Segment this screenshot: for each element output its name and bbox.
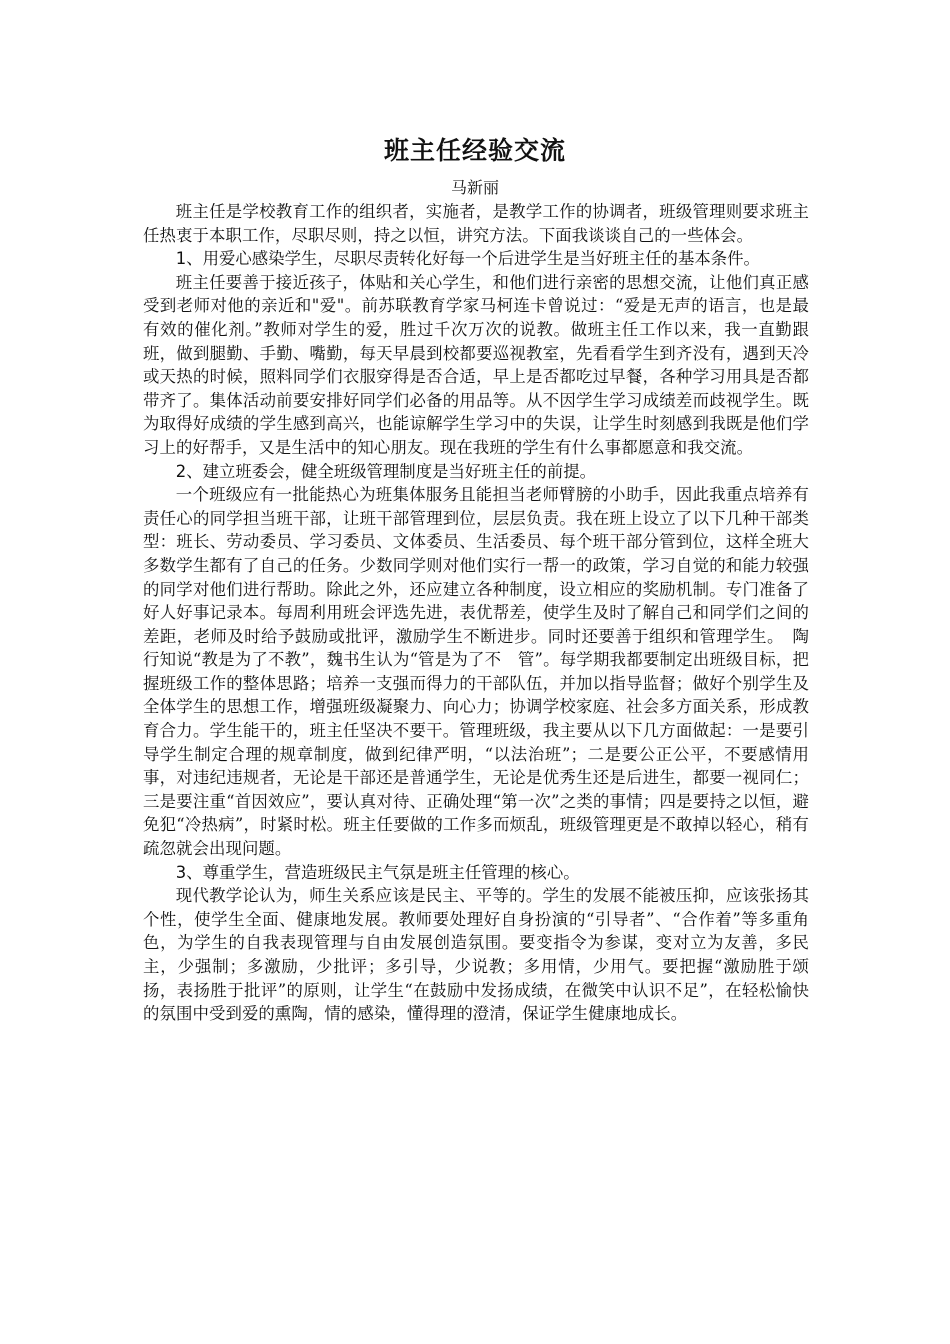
section-2-paragraph: 一个班级应有一批能热心为班集体服务且能担当老师臂膀的小助手，因此我重点培养有责任心的同学担当班干部，让班干部管理到位，层层负责。我在班上设立了以下几种干部类型：班长、劳动委员、学习委员、文体委员、生活委员、每个班干部分管到位，这样全班大多数学生都有了自己的任务。少数同学则对他们实行一帮一的政策，学习自觉的和能力较强的同学对他们进行帮助。除此之外，还应建立各种制度，设立相应的奖励机制。专门准备了好人好事记录本。每周利用班会评选先进，表优帮差，使学生及时了解自己和同学们之间的差距，老师及时给予鼓励或批评，激励学生不断进步。同时还要善于组织和管理学生。 陶行知说“教是为了不教”，魏书生认为“管是为了不 管”。每学期我都要制定出班级目标，把握班级工作的整体思路；培养一支强而得力的干部队伍，并加以指导监督；做好个别学生及全体学生的思想工作，增强班级凝聚力、向心力；协调学校家庭、社会多方面关系，形成教育合力。学生能干的，班主任坚决不要干。管理班级，我主要从以下几方面做起：一是要引导学生制定合理的规章制度，做到纪律严明，“以法治班”；二是要公正公平，不要感情用事，对违纪违规者，无论是干部还是普通学生，无论是优秀生还是后进生，都要一视同仁；三是要注重“首因效应”，要认真对待、正确处理“第一次”之类的事情；四是要持之以恒，避免犯“冷热病”，时紧时松。班主任要做的工作多而烦乱，班级管理更是不敢掉以轻心，稍有疏忽就会出现问题。 bbox=[143, 485, 809, 859]
section-heading-3: 3、尊重学生，营造班级民主气氛是班主任管理的核心。 bbox=[175, 862, 580, 882]
section-heading-1: 1、用爱心感染学生，尽职尽责转化好每一个后进学生是当好班主任的基本条件。 bbox=[175, 249, 760, 269]
document-title: 班主任经验交流 bbox=[383, 136, 566, 165]
document-author: 马新丽 bbox=[450, 178, 499, 197]
document-body bbox=[143, 200, 809, 1026]
intro-paragraph: 班主任是学校教育工作的组织者，实施者，是教学工作的协调者，班级管理则要求班主任热衷于本职工作，尽职尽则，持之以恒，讲究方法。下面我谈谈自己的一些体会。 bbox=[143, 202, 809, 245]
section-3-paragraph: 现代教学论认为，师生关系应该是民主、平等的。学生的发展不能被压抑，应该张扬其个性，使学生全面、健康地发展。教师要处理好自身扮演的“引导者”、“合作着”等多重角色，为学生的自我表现管理与自由发展创造氛围。要变指令为参谋，变对立为友善，多民主，少强制；多激励，少批评；多引导，少说教；多用情，少用气。要把握“激励胜于颂扬，表扬胜于批评”的原则，让学生“在鼓励中发扬成绩，在微笑中认识不足”，在轻松愉快的氛围中受到爱的熏陶，情的感染，懂得理的澄清，保证学生健康地成长。 bbox=[143, 886, 809, 1024]
section-1-paragraph: 班主任要善于接近孩子，体贴和关心学生，和他们进行亲密的思想交流，让他们真正感受到老师对他的亲近和"爱"。前苏联教育学家马柯连卡曾说过：“爱是无声的语言，也是最有效的催化剂。”教师对学生的爱，胜过千次万次的说教。做班主任工作以来，我一直勤跟班，做到腿勤、手勤、嘴勤，每天早晨到校都要巡视教室，先看看学生到齐没有，遇到天冷或天热的时候，照料同学们衣服穿得是否合适，早上是否都吃过早餐，各种学习用具是否都带齐了。集体活动前要安排好同学们必备的用品等。从不因学生学习成绩差而歧视学生。既为取得好成绩的学生感到高兴，也能谅解学生学习中的失误，让学生时刻感到我既是他们学习上的好帮手，又是生活中的知心朋友。现在我班的学生有什么事都愿意和我交流。 bbox=[143, 272, 809, 457]
section-heading-2: 2、建立班委会，健全班级管理制度是当好班主任的前提。 bbox=[175, 461, 596, 481]
